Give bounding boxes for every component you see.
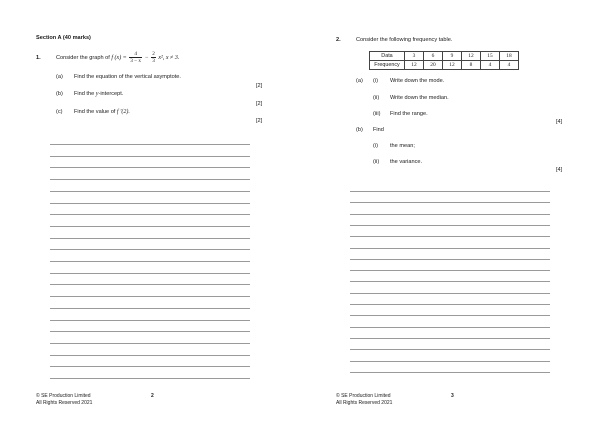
x-squared-term: x², [158, 55, 165, 61]
table-cell: 6 [424, 52, 443, 61]
answer-line[interactable] [50, 331, 250, 332]
fraction-2 [151, 51, 156, 64]
right-page [300, 0, 600, 424]
table-cell: 4 [500, 61, 519, 70]
answer-line[interactable] [350, 225, 550, 226]
frequency-table [369, 51, 519, 70]
q2-part-b-label: (b) [356, 127, 363, 133]
table-row [370, 61, 519, 70]
table-row [370, 52, 519, 61]
answer-line[interactable] [50, 203, 250, 204]
table-cell: 20 [424, 61, 443, 70]
answer-line[interactable] [50, 249, 250, 250]
answer-line[interactable] [50, 355, 250, 356]
answer-line[interactable] [50, 167, 250, 168]
answer-line[interactable] [50, 144, 250, 145]
section-title: Section A (40 marks) [36, 35, 91, 41]
answer-line[interactable] [50, 273, 250, 274]
footer-company: © SE Production Limited [336, 393, 391, 399]
answer-line[interactable] [350, 372, 550, 373]
answer-line[interactable] [50, 214, 250, 215]
table-cell: 12 [443, 61, 462, 70]
answer-line[interactable] [50, 261, 250, 262]
answer-line[interactable] [350, 214, 550, 215]
q1-part-b-marks: [2] [256, 101, 263, 107]
table-cell: 3 [405, 52, 424, 61]
q1-part-b-text-end: -intercept. [98, 91, 124, 97]
answer-line[interactable] [50, 308, 250, 309]
q2-part-b-i-label: (i) [373, 143, 378, 149]
answer-line[interactable] [350, 259, 550, 260]
answer-line[interactable] [350, 202, 550, 203]
table-cell: 9 [443, 52, 462, 61]
q2-part-a-iii-text: Find the range. [390, 111, 428, 117]
answer-line[interactable] [350, 293, 550, 294]
answer-line[interactable] [350, 236, 550, 237]
question-2-stem: Consider the following frequency table. [356, 37, 453, 43]
answer-line[interactable] [50, 284, 250, 285]
answer-line[interactable] [50, 179, 250, 180]
answer-line[interactable] [350, 361, 550, 362]
q1-part-c-label: (c) [56, 109, 63, 115]
table-cell: 12 [462, 52, 481, 61]
table-cell: 4 [481, 61, 500, 70]
answer-line[interactable] [350, 304, 550, 305]
footer-rights: All Rights Reserved 2021 [336, 400, 393, 406]
q2-part-b-ii-text: the variance. [390, 159, 423, 165]
answer-line[interactable] [50, 320, 250, 321]
footer-rights: All Rights Reserved 2021 [36, 400, 93, 406]
fraction-2-denominator: 3 [152, 58, 155, 65]
question-1-stem [56, 51, 179, 65]
q1-part-b-text [74, 91, 123, 98]
answer-line[interactable] [350, 315, 550, 316]
answer-line[interactable] [350, 338, 550, 339]
q2-part-b-text: Find [373, 127, 384, 133]
answer-line[interactable] [350, 327, 550, 328]
answer-line[interactable] [50, 343, 250, 344]
question-1-stem-text: Consider the graph of [56, 55, 110, 61]
answer-line[interactable] [50, 226, 250, 227]
domain-condition: x ≠ 3. [165, 55, 180, 61]
q1-part-b-math: y [95, 91, 99, 97]
page-number: 2 [151, 393, 154, 399]
table-cell: 18 [500, 52, 519, 61]
fraction-2-numerator: 2 [152, 51, 155, 58]
answer-line[interactable] [350, 349, 550, 350]
q1-part-a-marks: [2] [256, 83, 263, 89]
answer-line[interactable] [350, 191, 550, 192]
table-cell: 15 [481, 52, 500, 61]
table-cell: 12 [405, 61, 424, 70]
q2-part-b-marks: [4] [556, 167, 563, 173]
answer-line[interactable] [50, 238, 250, 239]
q1-part-a-text: Find the equation of the vertical asymptote. [74, 74, 181, 80]
q2-part-a-iii-label: (iii) [373, 111, 381, 117]
page-number: 3 [451, 393, 454, 399]
answer-line[interactable] [350, 281, 550, 282]
q2-part-a-ii-text: Write down the median. [390, 95, 449, 101]
q2-part-b-ii-label: (ii) [373, 159, 380, 165]
q2-part-b-i-text: the mean; [390, 143, 415, 149]
minus-sign: − [144, 55, 149, 61]
function-lhs: f (x) = [111, 55, 127, 61]
fraction-1-numerator: 4 [129, 51, 142, 58]
fraction-1 [129, 51, 142, 64]
q1-part-c-text [74, 109, 130, 116]
q2-part-a-i-text: Write down the mode. [390, 78, 445, 84]
table-cell: 8 [462, 61, 481, 70]
question-2-number: 2. [336, 37, 341, 43]
answer-line[interactable] [350, 248, 550, 249]
answer-line[interactable] [50, 366, 250, 367]
q1-part-a-label: (a) [56, 74, 63, 80]
answer-line[interactable] [50, 156, 250, 157]
q2-part-a-i-label: (i) [373, 78, 378, 84]
q1-part-c-marks: [2] [256, 118, 263, 124]
q1-part-c-text-start: Find the value of [74, 109, 116, 115]
table-header-frequency: Frequency [370, 61, 405, 70]
answer-line[interactable] [50, 378, 250, 379]
question-1-number: 1. [36, 55, 41, 61]
q1-part-b-label: (b) [56, 91, 63, 97]
q2-part-a-label: (a) [356, 78, 363, 84]
table-header-data: Data [370, 52, 405, 61]
answer-line[interactable] [50, 296, 250, 297]
fraction-1-denominator: 3 − x [130, 58, 142, 65]
q2-part-a-marks: [4] [556, 119, 563, 125]
q1-part-b-text-start: Find the [74, 91, 95, 97]
footer-company: © SE Production Limited [36, 393, 91, 399]
answer-line[interactable] [350, 270, 550, 271]
q1-part-c-math: f ′(2). [116, 109, 130, 115]
q2-part-a-ii-label: (ii) [373, 95, 380, 101]
answer-line[interactable] [50, 191, 250, 192]
